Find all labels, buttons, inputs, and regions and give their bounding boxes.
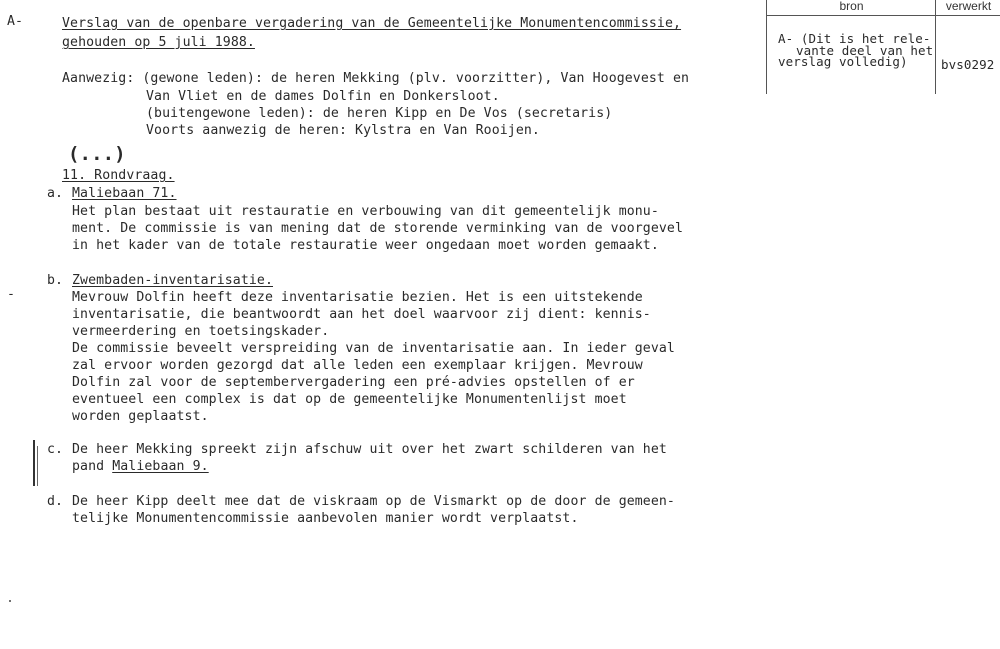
item-a-heading: Maliebaan 71. (72, 186, 177, 201)
section-title: 11. Rondvraag. (62, 168, 175, 183)
item-c-address: Maliebaan 9. (112, 459, 209, 474)
attendance-line-2: Van Vliet en de dames Dolfin en Donkersloot. (146, 89, 500, 104)
item-a-line-1: Het plan bestaat uit restauratie en verbouwing van dit gemeentelijk monu- (72, 204, 659, 219)
margin-bar-thin (37, 446, 38, 486)
item-b-line-8: worden geplaatst. (72, 409, 209, 424)
document-title-line-2: gehouden op 5 juli 1988. (62, 35, 255, 50)
table-header-divider (766, 15, 1000, 16)
item-c-line-1: De heer Mekking spreekt zijn afschuw uit over het zwart schilderen van het (72, 442, 667, 457)
item-d-line-2: telijke Monumentencommissie aanbevolen manier wordt verplaatst. (72, 511, 579, 526)
item-a-letter: a. (47, 186, 64, 201)
table-bron-line-3: verslag volledig) (778, 54, 908, 69)
item-b-line-5: zal ervoor worden gezorgd dat alle leden een exemplaar krijgen. Mevrouw (72, 358, 643, 373)
header-marker: A- (7, 14, 24, 29)
document-title-line-1: Verslag van de openbare vergadering van de Gemeentelijke Monumentencommissie, (62, 16, 682, 31)
item-b-line-6: Dolfin zal voor de septembervergadering een pré-advies opstellen of er (72, 375, 635, 390)
item-a-line-2: ment. De commissie is van mening dat de storende verminking van de voorgevel (72, 221, 684, 236)
item-c-line-2 (72, 458, 209, 475)
item-d-line-1: De heer Kipp deelt mee dat de viskraam op de Vismarkt op de door de gemeen- (72, 494, 675, 509)
table-bron-line-2: vante deel van het (796, 43, 934, 58)
table-left-border (766, 0, 767, 94)
ellipsis: (...) (68, 143, 126, 165)
table-verwerkt-value: bvs0292 (941, 57, 995, 72)
table-header-bron: bron (839, 0, 864, 13)
margin-bar (33, 440, 35, 486)
attendance-line-1: Aanwezig: (gewone leden): de heren Mekking (plv. voorzitter), Van Hoogevest en (62, 71, 690, 86)
item-c-line-2-prefix: pand (72, 459, 113, 474)
item-b-line-1: Mevrouw Dolfin heeft deze inventarisatie bezien. Het is een uitstekende (72, 290, 643, 305)
item-d-letter: d. (47, 494, 64, 509)
item-b-line-3: vermeerdering en toetsingskader. (72, 324, 330, 339)
table-column-divider (935, 0, 936, 94)
item-b-heading: Zwembaden-inventarisatie. (72, 273, 273, 288)
item-b-line-4: De commissie beveelt verspreiding van de inventarisatie aan. In ieder geval (72, 341, 675, 356)
item-a-line-3: in het kader van de totale restauratie weer ongedaan moet worden gemaakt. (72, 238, 659, 253)
attendance-line-3: (buitengewone leden): de heren Kipp en De Vos (secretaris) (146, 106, 613, 121)
item-b-line-2: inventarisatie, die beantwoordt aan het doel waarvoor zij dient: kennis- (72, 307, 651, 322)
speck (9, 600, 11, 602)
table-header-verwerkt: verwerkt (945, 0, 992, 13)
attendance-line-4: Voorts aanwezig de heren: Kylstra en Van Rooijen. (146, 123, 540, 138)
item-b-letter: b. (47, 273, 64, 288)
table-bron-line-1: A- (Dit is het rele- (778, 31, 931, 46)
margin-dash: - (7, 287, 16, 302)
item-b-line-7: eventueel een complex is dat op de gemeentelijke Monumentenlijst moet (72, 392, 627, 407)
item-c-letter: c. (47, 442, 64, 457)
